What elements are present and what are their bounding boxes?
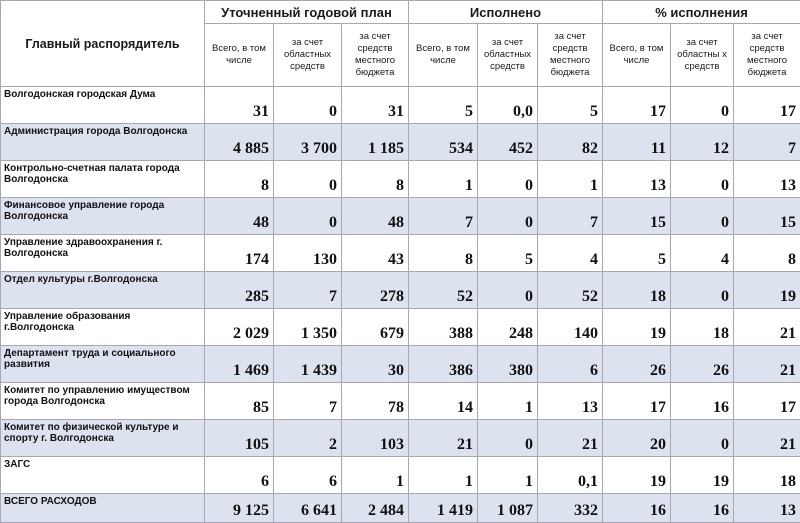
table-cell: 5 (478, 235, 538, 272)
table-cell: 0 (478, 161, 538, 198)
table-cell: 4 (538, 235, 603, 272)
table-cell: 8 (409, 235, 478, 272)
table-cell: 82 (538, 124, 603, 161)
table-cell: 19 (603, 309, 671, 346)
table-cell: 5 (409, 87, 478, 124)
sub-header: Всего, в том числе (409, 24, 478, 87)
sub-header: за счет средств местного бюджета (734, 24, 800, 87)
table-cell: 17 (734, 87, 800, 124)
table-cell: 1 350 (274, 309, 342, 346)
sub-header: Всего, в том числе (603, 24, 671, 87)
table-cell: 7 (274, 383, 342, 420)
sub-header: за счет областных средств (478, 24, 538, 87)
row-label: Управление образования г.Волгодонска (1, 309, 205, 346)
table-row (1, 235, 800, 272)
table-cell: 16 (603, 494, 671, 523)
table-cell: 0 (671, 198, 734, 235)
row-label: Управление здравоохранения г. Волгодонска (1, 235, 205, 272)
table-cell: 13 (538, 383, 603, 420)
table-cell: 386 (409, 346, 478, 383)
table-cell: 85 (205, 383, 274, 420)
table-cell: 130 (274, 235, 342, 272)
table-row (1, 87, 800, 124)
table-cell: 12 (671, 124, 734, 161)
table-cell: 52 (538, 272, 603, 309)
group-header-executed: Исполнено (409, 1, 603, 24)
table-cell: 48 (342, 198, 409, 235)
row-label: Комитет по управлению имуществом города Волгодонска (1, 383, 205, 420)
table-cell: 6 (205, 457, 274, 494)
table-cell: 21 (734, 420, 800, 457)
table-cell: 1 185 (342, 124, 409, 161)
table-cell: 26 (671, 346, 734, 383)
table-cell: 0 (671, 272, 734, 309)
table-cell: 8 (205, 161, 274, 198)
sub-header: за счет областных средств (274, 24, 342, 87)
table-cell: 1 (409, 457, 478, 494)
table-cell: 18 (671, 309, 734, 346)
table-cell: 8 (734, 235, 800, 272)
table-row (1, 124, 800, 161)
row-label: Волгодонская городская Дума (1, 87, 205, 124)
table-cell: 7 (538, 198, 603, 235)
table-cell: 3 700 (274, 124, 342, 161)
table-cell: 14 (409, 383, 478, 420)
table-cell: 534 (409, 124, 478, 161)
table-cell: 140 (538, 309, 603, 346)
table-cell: 9 125 (205, 494, 274, 523)
table-cell: 43 (342, 235, 409, 272)
table-cell: 1 419 (409, 494, 478, 523)
table-row (1, 346, 800, 383)
table-cell: 26 (603, 346, 671, 383)
table-cell: 285 (205, 272, 274, 309)
table-cell: 0,1 (538, 457, 603, 494)
table-cell: 17 (603, 383, 671, 420)
table-cell: 16 (671, 494, 734, 523)
sub-header: Всего, в том числе (205, 24, 274, 87)
table-row (1, 494, 800, 523)
table-cell: 5 (603, 235, 671, 272)
table-cell: 21 (409, 420, 478, 457)
row-label: Финансовое управление города Волгодонска (1, 198, 205, 235)
row-label: Контрольно-счетная палата города Волгодонска (1, 161, 205, 198)
table-cell: 0 (478, 272, 538, 309)
table-cell: 388 (409, 309, 478, 346)
table-cell: 18 (734, 457, 800, 494)
table-cell: 1 (342, 457, 409, 494)
table-cell: 15 (734, 198, 800, 235)
table-cell: 16 (671, 383, 734, 420)
table-cell: 0,0 (478, 87, 538, 124)
table-cell: 6 641 (274, 494, 342, 523)
table-cell: 2 029 (205, 309, 274, 346)
row-label: Отдел культуры г.Волгодонска (1, 272, 205, 309)
column-header-main: Главный распорядитель (1, 1, 205, 87)
table-cell: 0 (478, 420, 538, 457)
table-cell: 1 439 (274, 346, 342, 383)
row-label: Комитет по физической культуре и спорту г. Волгодонска (1, 420, 205, 457)
table-cell: 1 (478, 383, 538, 420)
table-cell: 0 (671, 161, 734, 198)
table-cell: 2 484 (342, 494, 409, 523)
table-cell: 17 (734, 383, 800, 420)
table-cell: 1 (409, 161, 478, 198)
table-cell: 17 (603, 87, 671, 124)
table-cell: 78 (342, 383, 409, 420)
table-row (1, 420, 800, 457)
table-cell: 0 (478, 198, 538, 235)
table-cell: 18 (603, 272, 671, 309)
table-cell: 248 (478, 309, 538, 346)
table-cell: 7 (409, 198, 478, 235)
table-cell: 7 (734, 124, 800, 161)
table-row (1, 161, 800, 198)
table-cell: 8 (342, 161, 409, 198)
table-cell: 5 (538, 87, 603, 124)
row-label: ЗАГС (1, 457, 205, 494)
group-header-plan: Уточненный годовой план (205, 1, 409, 24)
table-cell: 4 885 (205, 124, 274, 161)
table-cell: 31 (342, 87, 409, 124)
table-cell: 7 (274, 272, 342, 309)
table-cell: 1 087 (478, 494, 538, 523)
table-cell: 52 (409, 272, 478, 309)
row-label: ВСЕГО РАСХОДОВ (1, 494, 205, 523)
row-label: Администрация города Волгодонска (1, 124, 205, 161)
table-cell: 21 (734, 309, 800, 346)
table-cell: 278 (342, 272, 409, 309)
table-cell: 6 (538, 346, 603, 383)
table-row (1, 272, 800, 309)
table-row (1, 383, 800, 420)
table-cell: 48 (205, 198, 274, 235)
table-cell: 0 (274, 198, 342, 235)
table-cell: 679 (342, 309, 409, 346)
row-label: Департамент труда и социального развития (1, 346, 205, 383)
table-row (1, 457, 800, 494)
table-cell: 11 (603, 124, 671, 161)
table-cell: 0 (274, 87, 342, 124)
table-cell: 13 (603, 161, 671, 198)
table-cell: 103 (342, 420, 409, 457)
sub-header: за счет средств местного бюджета (538, 24, 603, 87)
table-row (1, 198, 800, 235)
table-cell: 332 (538, 494, 603, 523)
sub-header: за счет областны х средств (671, 24, 734, 87)
table-cell: 2 (274, 420, 342, 457)
sub-header: за счет средств местного бюджета (342, 24, 409, 87)
table-cell: 13 (734, 161, 800, 198)
table-cell: 0 (671, 420, 734, 457)
table-cell: 4 (671, 235, 734, 272)
table-cell: 452 (478, 124, 538, 161)
table-cell: 0 (274, 161, 342, 198)
table-cell: 19 (603, 457, 671, 494)
table-cell: 105 (205, 420, 274, 457)
table-cell: 31 (205, 87, 274, 124)
table-cell: 174 (205, 235, 274, 272)
table-cell: 21 (734, 346, 800, 383)
table-cell: 21 (538, 420, 603, 457)
table-cell: 19 (734, 272, 800, 309)
table-row (1, 309, 800, 346)
table-cell: 19 (671, 457, 734, 494)
table-cell: 13 (734, 494, 800, 523)
table-cell: 0 (671, 87, 734, 124)
table-cell: 20 (603, 420, 671, 457)
table-cell: 15 (603, 198, 671, 235)
table-cell: 1 (538, 161, 603, 198)
table-cell: 1 (478, 457, 538, 494)
table-cell: 380 (478, 346, 538, 383)
table-cell: 30 (342, 346, 409, 383)
table-cell: 6 (274, 457, 342, 494)
table-cell: 1 469 (205, 346, 274, 383)
group-header-percent: % исполнения (603, 1, 800, 24)
